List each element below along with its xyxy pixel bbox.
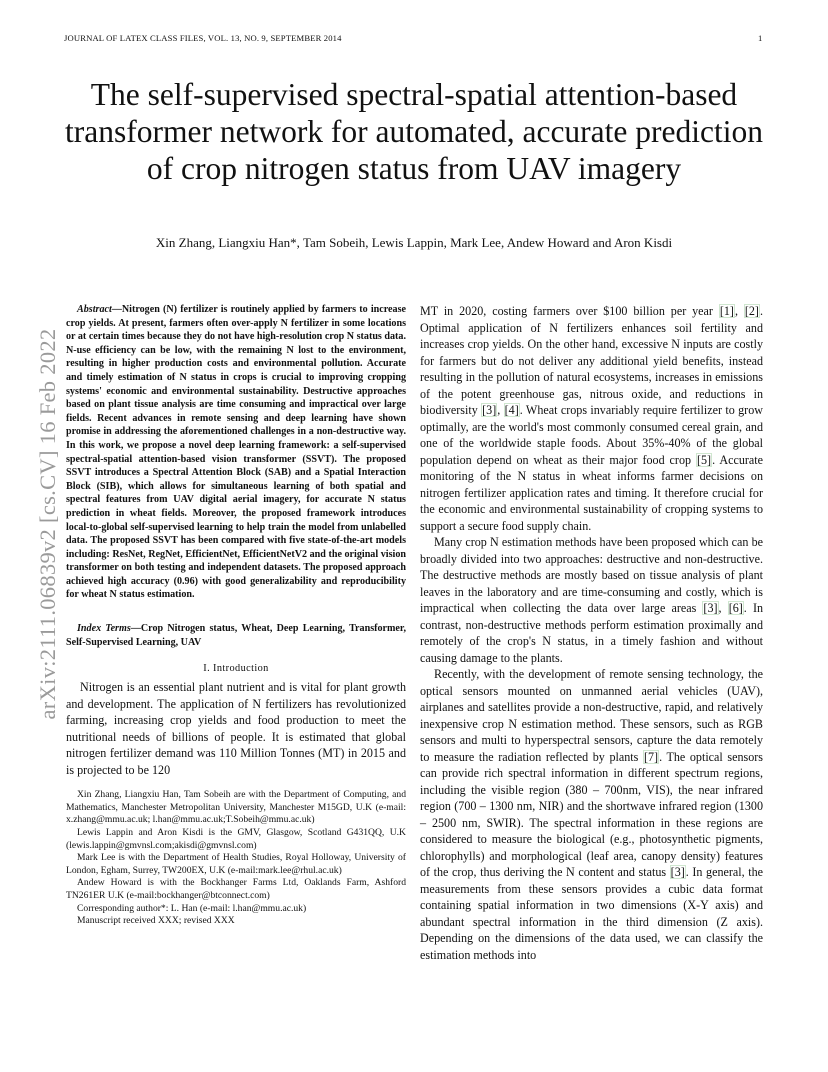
footnotes <box>66 789 406 928</box>
citation-link[interactable]: [3] <box>670 865 685 879</box>
intro-paragraph-2 <box>420 534 763 666</box>
author-list: Xin Zhang, Liangxiu Han*, Tam Sobeih, Lewis Lappin, Mark Lee, Andew Howard and Aron Kisdi <box>155 235 673 250</box>
abstract <box>66 303 406 602</box>
index-terms <box>66 622 406 649</box>
citation-link[interactable]: [7] <box>643 749 659 764</box>
footnote-affiliation-mmu: Xin Zhang, Liangxiu Han, Tam Sobeih are with the Department of Computing, and Mathematics, Manchester Metropolitan University, Manchester M15GD, U.K (e-mail: x.zhang@mmu.ac.uk; l.han@mmu.ac.uk;T.Sobeih@mmu.ac.uk) <box>66 789 406 826</box>
paragraph-text: , <box>718 601 728 615</box>
arxiv-identifier[interactable]: arXiv:2111.06839v2 [cs.CV] 16 Feb 2022 <box>35 328 60 720</box>
abstract-label: Abstract <box>77 304 112 315</box>
running-header: JOURNAL OF LATEX CLASS FILES, VOL. 13, NO. 9, SEPTEMBER 2014 <box>64 33 342 43</box>
section-heading-introduction: I. Introduction <box>203 663 269 675</box>
index-terms-label: Index Terms <box>77 623 131 635</box>
footnote-affiliation-rhul: Mark Lee is with the Department of Health Studies, Royal Holloway, University of London, Egham, Surrey, TW200EX, U.K (e-mail:mark.lee@rhul.ac.uk) <box>66 852 406 876</box>
footnote-affiliation-bockhanger: Andew Howard is with the Bockhanger Farms Ltd, Oaklands Farm, Ashford TN261ER U.K (e-mail:bockhanger@btconnect.com) <box>66 877 406 901</box>
paragraph-text: . In contrast, non-destructive methods perform estimation proximally and remotely of the crop's N status, in a timely fashion and without causing damage to the plants. <box>420 601 764 665</box>
paragraph-text: Recently, with the development of remote sensing technology, the optical sensors mounted on unmanned aerial vehicles (UAV), airplanes and satellites provide a non-destructive, rapid, and relatively inexpensive crop N estimation method. These sensors, such as RGB sensors and multi to hyperspectral sensors, capture the data remotely to measure the radiation reflected by plants <box>420 667 763 764</box>
footnote-corresponding-author: Corresponding author*: L. Han (e-mail: l.han@mmu.ac.uk) <box>77 902 307 914</box>
paragraph-text: , <box>497 403 504 417</box>
intro-paragraph-1: Nitrogen is an essential plant nutrient and is vital for plant growth and development. The application of N fertilizers has revolutionized farming, increasing crop yields and food production to meet the nutritional needs of billions of people. It is estimated that global nitrogen fertilizer demand was 110 Million Tonnes (MT) in 2015 and is projected to be 120 <box>66 680 406 777</box>
paragraph-text: MT in 2020, costing farmers over $100 billion per year <box>420 304 719 318</box>
paragraph-text: , <box>734 304 744 318</box>
citation-link[interactable]: [6] <box>728 601 743 615</box>
intro-paragraph-3 <box>420 666 763 963</box>
footnote-manuscript-received: Manuscript received XXX; revised XXX <box>77 915 235 927</box>
abstract-text: —Nitrogen (N) fertilizer is routinely applied by farmers to increase crop yields. At present, farmers often over-apply N fertilizer in some locations or at certain times because they do not have high-resolution crop N status data. N-use efficiency can be low, with the remaining N lost to the environment, resulting in higher production costs and environmental pollution. Accurate and timely estimation of N status in crops is crucial to improving cropping systems' economic and environmental sustainability. Destructive approaches based on plant tissue analysis are time consuming and impractical over large fields. Recent advances in remote sensing and deep learning have shown promise in addressing the aforementioned challenges in a non-destructive way. In this work, we propose a novel deep learning framework: a self-supervised spectral-spatial attention-based vision transformer (SSVT). The proposed SSVT introduces a Spectral Attention Block (SAB) and a Spatial Interaction Block (SIB), which allows for simultaneous learning of both spatial and spectral features from UAV digital aerial imagery, for accurate N status prediction in wheat fields. Moreover, the proposed framework introduces local-to-global self-supervised learning to help train the model from unlabelled data. The proposed SSVT has been compared with five state-of-the-art models including: ResNet, RegNet, EfficientNet, EfficientNetV2 and the original vision transformer on both testing and independent datasets. The proposed approach achieved high accuracy (0.96) with good generalizability and reproducibility for wheat N status estimation. <box>66 304 406 601</box>
paragraph-text: . The optical sensors can provide rich spectral information in different spectrum regions, including the visible region (380 – 700nm, VIS), the near infrared region (700 – 1300 nm, NIR) and the shortwave infrared region (1300 – 2500 nm, SWIR). The spectral information in these regions are considered to measure the biological (e.g., photosynthetic pigments, chlorophylls) and morphological (leaf area, canopy density) features of the crop, thus deriving the N content and status <box>420 749 763 879</box>
citation-link[interactable]: [3] <box>703 601 718 615</box>
paragraph-text: Many crop N estimation methods have been proposed which can be broadly divided into two approaches: destructive and non-destructive. The destructive methods are mostly based on tissue analysis of plant leaves in the laboratory and are time-consuming and costly, which is impractical when collecting the data over large areas <box>420 535 763 615</box>
paragraph-text: . Optimal application of N fertilizers enhances soil fertility and increases crop yields. On the other hand, excessive N inputs are costly for farmers but do not deliver any additional yield benefits, instead resulting in the pollution of natural ecosystems, increases in emissions of the potent greenhouse gas, nitrous oxide, and reductions in biodiversity <box>420 304 763 417</box>
paragraph-text: . In general, the measurements from these sensors provides a cubic data format containing spatial information in two dimensions (X-Y axis) and abundant spectral information in the third dimension (Z axis). Depending on the dimensions of the data used, we can classify the estimation methods into <box>420 865 763 962</box>
paragraph-text: . Wheat crops invariably require fertilizer to grow optimally, are the world's most commonly consumed cereal grain, and one of the worldwide staple foods. About 35%-40% of the global population depend on wheat as their major food crop <box>420 403 763 467</box>
citation-link[interactable]: [3] <box>482 403 497 417</box>
footnote-affiliation-gmv: Lewis Lappin and Aron Kisdi is the GMV, Glasgow, Scotland G431QQ, U.K (lewis.lappin@gmvnsl.com;akisdi@gmvnsl.com) <box>66 827 406 851</box>
page-number: 1 <box>758 33 763 43</box>
intro-paragraph-1-continued <box>420 303 763 534</box>
paper-title: The self-supervised spectral-spatial attention-based transformer network for automated, accurate prediction of crop nitrogen status from UAV imagery <box>65 77 763 186</box>
citation-link[interactable]: [5] <box>696 452 712 467</box>
citation-link[interactable]: [1] <box>719 304 734 318</box>
citation-link[interactable]: [4] <box>504 403 519 417</box>
citation-link[interactable]: [2] <box>744 304 759 318</box>
paragraph-text: . Accurate monitoring of the N status in wheat informs farmer decisions on nitrogen fertilizer application rates and timing. It therefore crucial for the economic and environmental sustainability of cropping systems to support a secure food supply chain. <box>420 452 763 533</box>
right-column <box>420 303 763 963</box>
left-column <box>66 303 406 928</box>
index-terms-text: —Crop Nitrogen status, Wheat, Deep Learning, Transformer, Self-Supervised Learning, UAV <box>66 623 406 648</box>
